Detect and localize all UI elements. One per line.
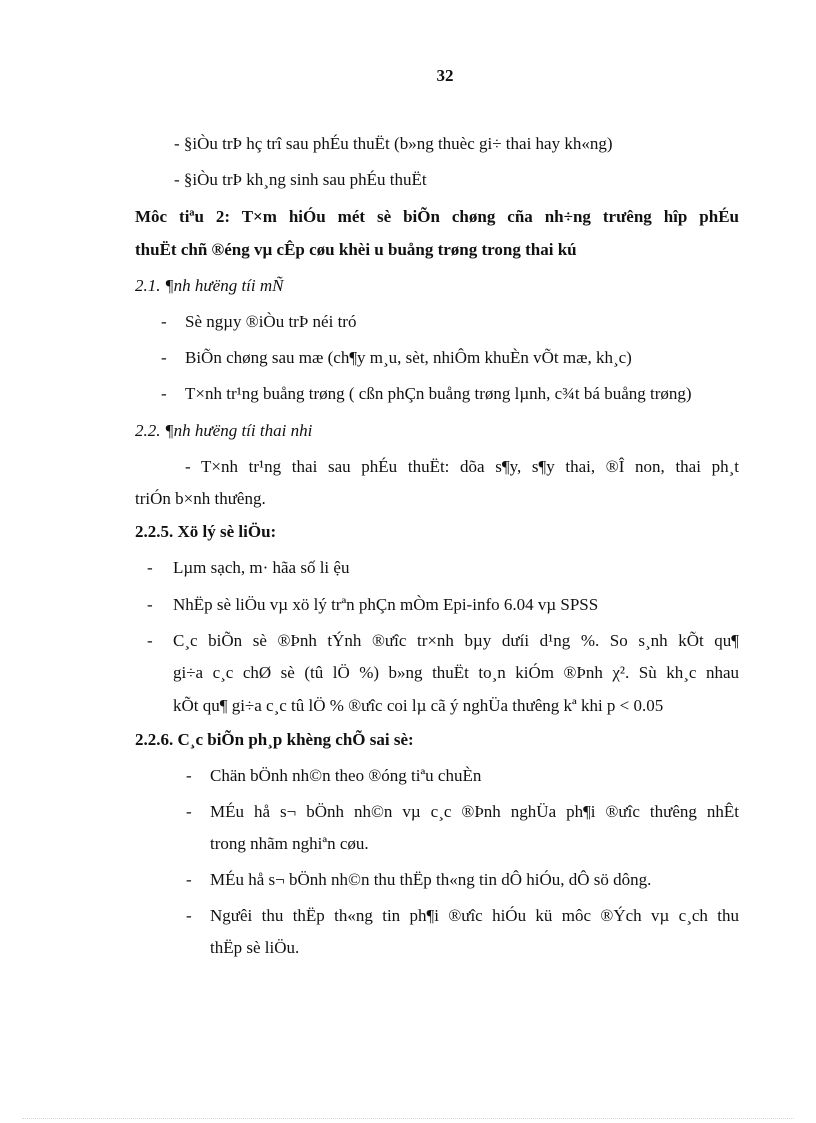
list-item: T×nh tr¹ng buång trøng ( cßn phÇn buång trøng lµnh, c¾t bá buång trøng) — [185, 384, 692, 403]
bullet-dash: - — [147, 595, 153, 614]
page-number: 32 — [436, 66, 454, 85]
list-item: Chän bÖnh nh©n theo ®óng tiªu chuÈn — [210, 766, 482, 785]
section-2-2-paragraph-line2: triÓn b×nh thưêng. — [135, 489, 266, 508]
objective-heading-line1: Môc tiªu 2: T×m hiÓu mét sè biÕn chøng cña nh÷ng trưêng hîp phÉu — [135, 207, 739, 226]
section-2-2-heading: 2.2. ¶nh hưëng tíi thai nhi — [135, 421, 313, 440]
list-item-line3: kÕt qu¶ gi÷a c¸c tû lÖ % ®ưîc coi lµ cã ý nghÜa thưêng kª khi p < 0.05 — [173, 696, 664, 715]
list-item-line2: trong nhãm nghiªn cøu. — [210, 834, 369, 853]
list-item-line2: thËp sè liÖu. — [210, 938, 300, 957]
objective-heading-line2: thuËt chñ ®éng vµ cÊp cøu khèi u buång trøng trong thai kú — [135, 240, 577, 259]
intro-item: - §iÒu trÞ hç trî sau phÉu thuËt (b»ng thuèc gi÷ thai hay kh«ng) — [174, 134, 613, 153]
bullet-dash: - — [186, 870, 192, 889]
list-item: NhËp sè liÖu vµ xö lý trªn phÇn mÒm Epi-info 6.04 vµ SPSS — [173, 595, 599, 614]
bullet-dash: - — [161, 348, 167, 367]
list-item: BiÕn chøng sau mæ (ch¶y m¸u, sèt, nhiÔm khuÈn vÕt mæ, kh¸c) — [185, 348, 632, 367]
bullet-dash: - — [186, 906, 192, 925]
bullet-dash: - — [161, 384, 167, 403]
list-item-line1: C¸c biÕn sè ®Þnh tÝnh ®ưîc tr×nh bµy dưíi d¹ng %. So s¸nh kÕt qu¶ — [173, 631, 739, 650]
section-2-2-paragraph-line1: - T×nh tr¹ng thai sau phÉu thuËt: dõa s¶y, s¶y thai, ®Î non, thai ph¸t — [185, 457, 739, 476]
list-item-line2: gi÷a c¸c chØ sè (tû lÖ %) b»ng thuËt to¸n kiÓm ®Þnh χ². Sù kh¸c nhau — [173, 663, 739, 682]
bullet-dash: - — [147, 631, 153, 650]
list-item: Sè ngµy ®iÒu trÞ néi tró — [185, 312, 357, 331]
list-item-line1: Ngưêi thu thËp th«ng tin ph¶i ®ưîc hiÓu kü môc ®Ých vµ c¸ch thu — [210, 906, 739, 925]
bullet-dash: - — [186, 802, 192, 821]
intro-item: - §iÒu trÞ kh¸ng sinh sau phÉu thuËt — [174, 170, 427, 189]
list-item: Lµm sạch, m· hãa số li ệu — [173, 558, 350, 577]
page-bottom-rule — [22, 1118, 794, 1119]
section-2-1-heading: 2.1. ¶nh hưëng tíi mÑ — [135, 276, 284, 295]
list-item-line1: MÉu hå s¬ bÖnh nh©n vµ c¸c ®Þnh nghÜa ph¶i ®ưîc thưêng nhÊt — [210, 802, 739, 821]
bullet-dash: - — [186, 766, 192, 785]
bullet-dash: - — [161, 312, 167, 331]
section-2-2-6-heading: 2.2.6. C¸c biÕn ph¸p khèng chÕ sai sè: — [135, 730, 414, 749]
list-item: MÉu hå s¬ bÖnh nh©n thu thËp th«ng tin dÔ hiÓu, dÔ sö dông. — [210, 870, 652, 889]
bullet-dash: - — [147, 558, 153, 577]
section-2-2-5-heading: 2.2.5. Xö lý sè liÖu: — [135, 522, 277, 541]
